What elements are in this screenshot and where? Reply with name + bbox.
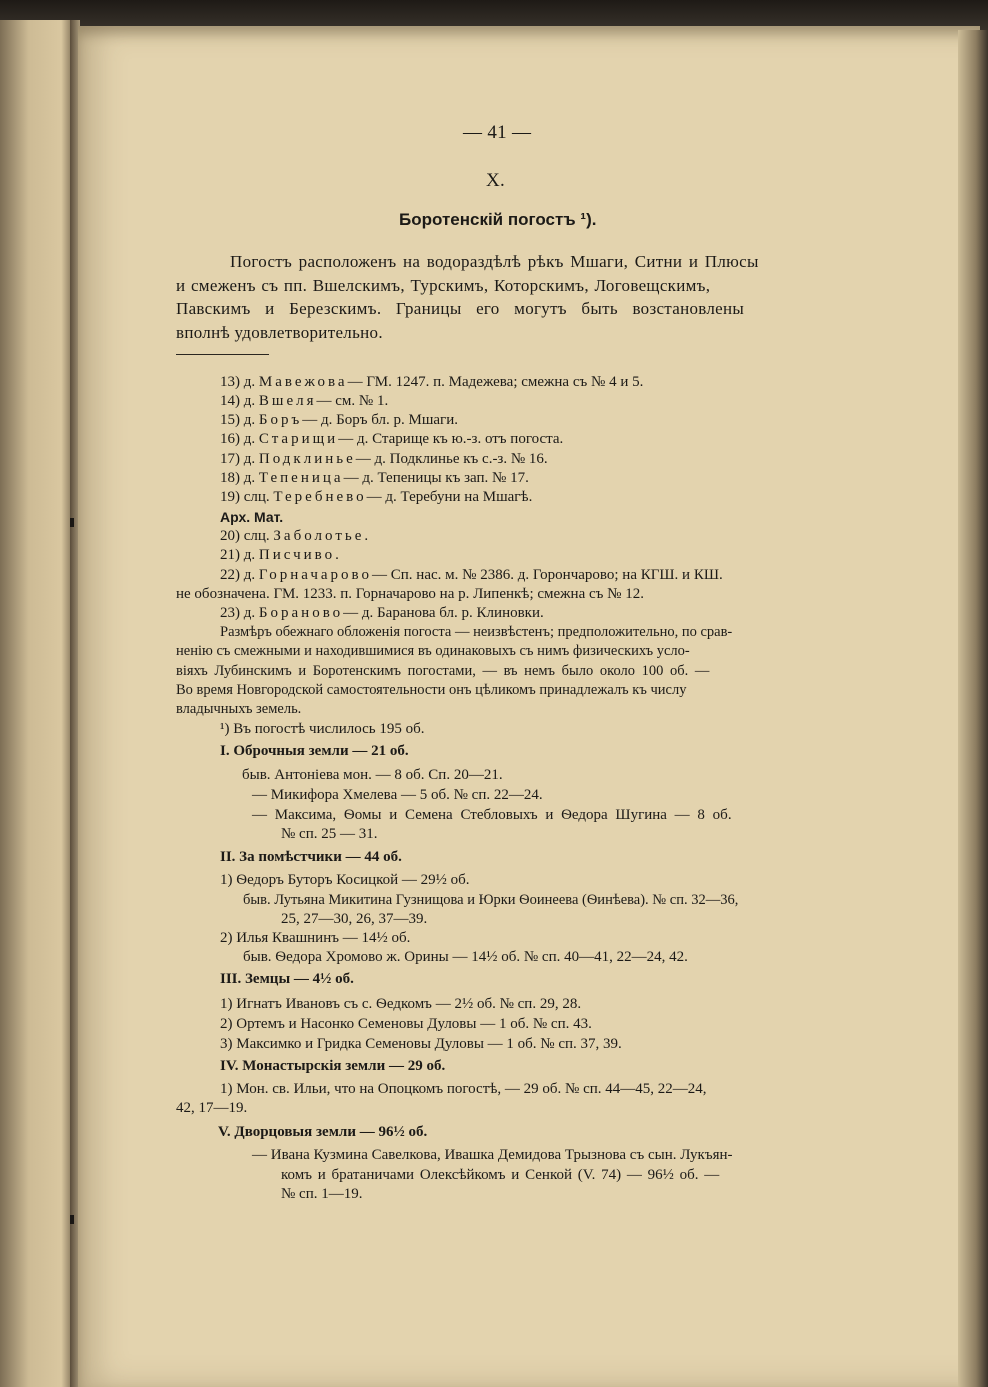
village-item xyxy=(220,373,643,391)
item-number: 15) xyxy=(220,412,240,428)
village-name: Горначарово xyxy=(258,567,373,583)
section-title: Боротенскій погостъ ¹). xyxy=(399,210,597,229)
entry-line: быв. Лутьяна Микитина Гузнищова и Юрки Ѳоинеева (Ѳинѣева). № сп. 32—36, xyxy=(243,892,739,908)
village-note: — д. Тепеницы къ зап. № 17. xyxy=(343,470,529,486)
entry-line: 1) Мон. св. Ильи, что на Опоцкомъ погостѣ, — 29 об. № сп. 44—45, 22—24, xyxy=(220,1081,707,1097)
village-note: — д. Теребуни на Мшагѣ. xyxy=(366,489,533,505)
item-prefix: д. xyxy=(243,567,256,583)
intro-line: Погостъ расположенъ на водораздѣлѣ рѣкъ Мшаги, Ситни и Плюсы xyxy=(230,252,759,271)
entry-line: 1) Ѳедоръ Буторъ Косицкой — 29½ об. xyxy=(220,872,470,888)
section-heading: IV. Монастырскія земли — 29 об. xyxy=(220,1058,446,1074)
village-item xyxy=(220,488,532,506)
item-prefix: д. xyxy=(243,412,256,428)
section-heading: III. Земцы — 4½ об. xyxy=(220,971,354,987)
archive-item xyxy=(220,527,371,545)
village-name: Заболотье. xyxy=(273,528,372,544)
village-note-continued: не обозначена. ГМ. 1233. п. Горначарово на р. Липенкѣ; смежна съ № 12. xyxy=(176,586,644,602)
village-name: Вшеля xyxy=(258,393,317,409)
right-page-edge xyxy=(958,30,988,1387)
archive-item xyxy=(220,604,544,622)
item-prefix: д. xyxy=(243,374,256,390)
village-name: Писчиво. xyxy=(258,547,342,563)
village-item xyxy=(220,392,388,410)
item-number: 14) xyxy=(220,393,240,409)
item-number: 16) xyxy=(220,431,240,447)
item-prefix: д. xyxy=(243,547,256,563)
village-note: — Сп. нас. м. № 2386. д. Горончарово; на КГШ. и КШ. xyxy=(372,567,723,583)
entry-line: 3) Максимко и Гридка Семеновы Дуловы — 1 об. № сп. 37, 39. xyxy=(220,1036,622,1052)
section-heading: V. Дворцовыя земли — 96½ об. xyxy=(218,1124,428,1140)
entry-line: 25, 27—30, 26, 37—39. xyxy=(281,911,428,927)
entry-line: — Микифора Хмелева — 5 об. № сп. 22—24. xyxy=(252,787,543,803)
item-prefix: д. xyxy=(243,605,256,621)
entry-line: быв. Ѳедора Хромово ж. Орины — 14½ об. № сп. 40—41, 22—24, 42. xyxy=(243,949,688,965)
intro-line: вполнѣ удовлетворительно. xyxy=(176,323,383,342)
village-item xyxy=(220,469,529,487)
footnote-separator xyxy=(176,354,269,355)
archive-heading: Арх. Мат. xyxy=(220,509,284,525)
village-note: — см. № 1. xyxy=(316,393,389,409)
village-note: — д. Боръ бл. р. Мшаги. xyxy=(302,412,458,428)
village-item xyxy=(220,430,563,448)
item-prefix: слц. xyxy=(243,489,270,505)
left-page-edge xyxy=(0,20,72,1387)
item-number: 13) xyxy=(220,374,240,390)
size-line: Размѣръ обежнаго обложенія погоста — неизвѣстенъ; предположительно, по срав- xyxy=(220,624,733,640)
item-prefix: слц. xyxy=(243,528,270,544)
footnote: ¹) Въ погостѣ числилось 195 об. xyxy=(220,721,425,737)
item-number: 21) xyxy=(220,547,240,563)
village-name: Боръ xyxy=(258,412,303,428)
entry-line: № сп. 1—19. xyxy=(281,1186,363,1202)
village-name: Старищи xyxy=(258,431,339,447)
entry-line: — Ивана Кузмина Савелкова, Ивашка Демидова Трызнова съ сын. Лукъян- xyxy=(252,1147,733,1163)
section-number: X. xyxy=(486,170,506,191)
entry-line: комъ и братаничами Олексѣйкомъ и Сенкой (V. 74) — 96½ об. — xyxy=(281,1167,720,1183)
intro-line: Павскимъ и Березскимъ. Границы его могутъ быть возстановлены xyxy=(176,299,745,318)
archive-item xyxy=(220,566,723,584)
item-number: 22) xyxy=(220,567,240,583)
village-note: — д. Подклинье къ с.-з. № 16. xyxy=(355,451,548,467)
village-name: Мавежова xyxy=(258,374,348,390)
village-note: — д. Баранова бл. р. Клиновки. xyxy=(343,605,544,621)
item-number: 17) xyxy=(220,451,240,467)
entry-line: 2) Илья Квашнинъ — 14½ об. xyxy=(220,930,411,946)
size-line: віяхъ Лубинскимъ и Боротенскимъ погостами, — въ немъ было около 100 об. — xyxy=(176,663,710,679)
entry-line: 2) Ортемъ и Насонко Семеновы Дуловы — 1 об. № сп. 43. xyxy=(220,1016,592,1032)
village-item xyxy=(220,450,548,468)
archive-item xyxy=(220,546,342,564)
village-name: Бораново xyxy=(258,605,344,621)
item-prefix: д. xyxy=(243,451,256,467)
page-number: — 41 — xyxy=(463,122,532,143)
entry-line: 42, 17—19. xyxy=(176,1100,248,1116)
entry-line: 1) Игнатъ Ивановъ съ с. Ѳедкомъ — 2½ об. № сп. 29, 28. xyxy=(220,996,582,1012)
entry-line: — Максима, Ѳомы и Семена Стебловыхъ и Ѳедора Шугина — 8 об. xyxy=(252,807,732,823)
entry-line: № сп. 25 — 31. xyxy=(281,826,378,842)
village-note: — д. Старище къ ю.-з. отъ погоста. xyxy=(338,431,564,447)
item-number: 18) xyxy=(220,470,240,486)
village-item xyxy=(220,411,458,429)
item-prefix: д. xyxy=(243,470,256,486)
intro-line: и смеженъ съ пп. Вшелскимъ, Турскимъ, Которскимъ, Логовещскимъ, xyxy=(176,276,711,295)
village-note: — ГМ. 1247. п. Мадежева; смежна съ № 4 и 5. xyxy=(347,374,644,390)
village-name: Подклинье xyxy=(258,451,356,467)
section-heading: I. Оброчныя земли — 21 об. xyxy=(220,743,409,759)
item-number: 20) xyxy=(220,528,240,544)
village-name: Тепеница xyxy=(258,470,344,486)
section-heading: II. За помѣстчики — 44 об. xyxy=(220,849,402,865)
item-prefix: д. xyxy=(243,393,256,409)
page-mark xyxy=(70,518,74,527)
size-line: ненію съ смежными и находившимися въ одинаковыхъ съ нимъ физическихъ усло- xyxy=(176,643,690,659)
size-line: владычныхъ земель. xyxy=(176,701,302,717)
entry-line: быв. Антонiева мон. — 8 об. Сп. 20—21. xyxy=(242,767,503,783)
item-number: 23) xyxy=(220,605,240,621)
village-name: Теребнево xyxy=(273,489,367,505)
item-number: 19) xyxy=(220,489,240,505)
size-line: Во время Новгородской самостоятельности онъ цѣликомъ принадлежалъ къ числу xyxy=(176,682,687,698)
page-mark xyxy=(70,1215,74,1224)
item-prefix: д. xyxy=(243,431,256,447)
